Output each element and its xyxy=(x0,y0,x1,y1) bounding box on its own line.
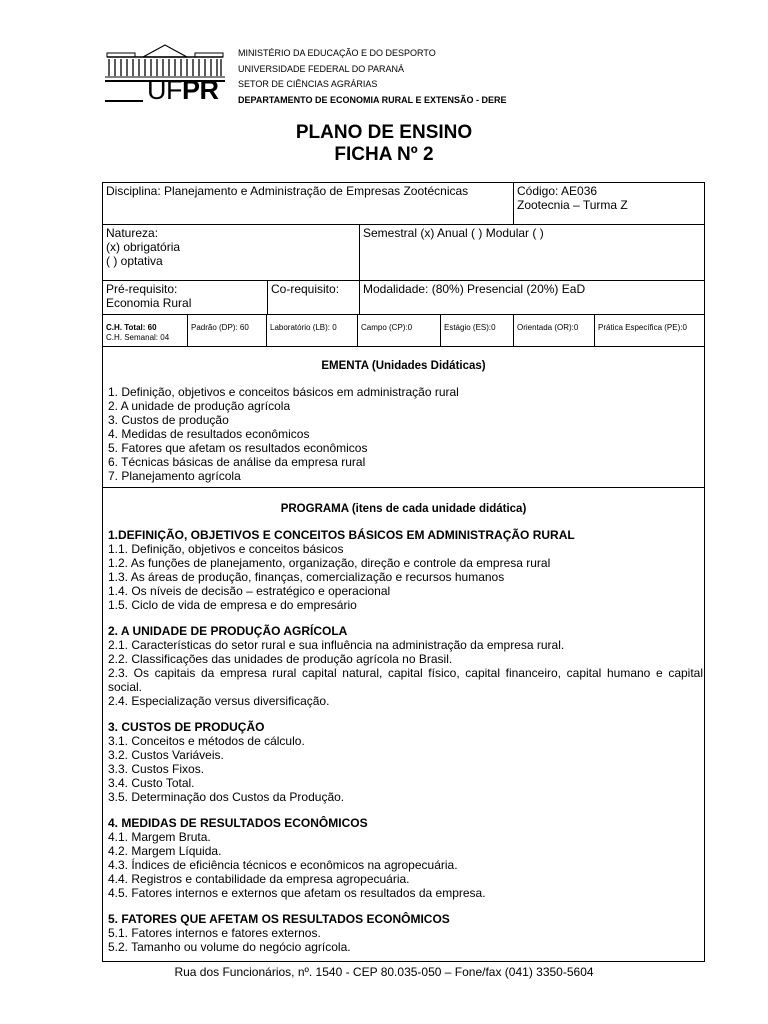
row-workload xyxy=(103,315,704,347)
ementa-item: 6. Técnicas básicas de análise da empresa rural xyxy=(108,455,366,469)
section-item: 5.2. Tamanho ou volume do negócio agrícola. xyxy=(108,940,351,954)
section-item: 4.1. Margem Bruta. xyxy=(108,830,211,844)
section-heading: 2. A UNIDADE DE PRODUÇÃO AGRÍCOLA xyxy=(108,624,348,638)
section-item: 4.2. Margem Líquida. xyxy=(108,844,222,858)
section-item: 2.2. Classificações das unidades de produção agrícola no Brasil. xyxy=(108,652,453,666)
specific-practice-cell xyxy=(594,315,704,346)
section-item: 1.5. Ciclo de vida de empresa e do empresário xyxy=(108,598,357,612)
logo-text-uf: UF xyxy=(147,75,182,105)
standard-hours: Padrão (DP): 60 xyxy=(191,323,249,332)
section-item: 4.4. Registros e contabilidade da empresa agropecuária. xyxy=(108,872,410,886)
standard-cell xyxy=(187,315,266,346)
prerequisite-value: Economia Rural xyxy=(106,296,192,310)
section-item: 4.3. Índices de eficiência técnicos e econômicos na agropecuária. xyxy=(108,858,458,872)
nature-optional: ( ) optativa xyxy=(106,254,163,268)
ch-total: C.H. Total: 60 xyxy=(106,323,157,332)
section-heading: 1.DEFINIÇÃO, OBJETIVOS E CONCEITOS BÁSICOS EM ADMINISTRAÇÃO RURAL xyxy=(108,528,575,542)
section-item: 3.2. Custos Variáveis. xyxy=(108,748,224,762)
title-line-2: FICHA Nº 2 xyxy=(334,144,434,165)
logo-text-pr: PR xyxy=(182,75,219,105)
ementa-item: 4. Medidas de resultados econômicos xyxy=(108,427,310,441)
section-item: 4.5. Fatores internos e externos que afetam os resultados da empresa. xyxy=(108,886,486,900)
row-programa xyxy=(103,488,704,961)
course-text: Zootecnia – Turma Z xyxy=(517,198,628,212)
section-item: 1.4. Os níveis de decisão – estratégico e operacional xyxy=(108,584,391,598)
prerequisite-cell xyxy=(103,281,267,314)
corequisite-label: Co-requisito: xyxy=(271,282,340,296)
ementa-item: 2. A unidade de produção agrícola xyxy=(108,399,291,413)
code-text: Código: AE036 xyxy=(517,184,598,198)
lab-cell xyxy=(266,315,357,346)
section-item: 2.1. Características do setor rural e sua influência na administração da empresa rural. xyxy=(108,638,565,652)
teaching-plan-sheet xyxy=(102,182,705,962)
period-cell xyxy=(359,225,704,280)
row-discipline xyxy=(103,183,704,225)
programa-title: PROGRAMA (itens de cada unidade didática) xyxy=(280,503,527,515)
programa-section-3 xyxy=(106,720,701,804)
internship-cell xyxy=(440,315,513,346)
section-item: 3.3. Custos Fixos. xyxy=(108,762,205,776)
section-item: 1.2. As funções de planejamento, organização, direção e controle da empresa rural xyxy=(108,556,551,570)
sector-line: SETOR DE CIÊNCIAS AGRÁRIAS xyxy=(238,79,378,89)
discipline-cell xyxy=(103,183,513,224)
field-hours: Campo (CP):0 xyxy=(361,323,413,332)
guided-cell xyxy=(513,315,594,346)
section-heading: 5. FATORES QUE AFETAM OS RESULTADOS ECONÔMICOS xyxy=(108,912,450,926)
institution-header xyxy=(238,46,507,108)
specific-practice-hours: Prática Específica (PE):0 xyxy=(598,323,687,332)
section-item: 5.1. Fatores internos e fatores externos. xyxy=(108,926,321,940)
ementa-item: 1. Definição, objetivos e conceitos básicos em administração rural xyxy=(108,385,459,399)
ementa-item: 5. Fatores que afetam os resultados econômicos xyxy=(108,441,368,455)
row-ementa xyxy=(103,347,704,488)
discipline-text: Disciplina: Planejamento e Administração de Empresas Zootécnicas xyxy=(106,184,469,198)
ementa-item: 3. Custos de produção xyxy=(108,413,229,427)
ementa-title: EMENTA (Unidades Didáticas) xyxy=(321,360,486,372)
ch-total-cell xyxy=(103,315,187,346)
section-heading: 4. MEDIDAS DE RESULTADOS ECONÔMICOS xyxy=(108,816,368,830)
lab-hours: Laboratório (LB): 0 xyxy=(270,323,337,332)
internship-hours: Estágio (ES):0 xyxy=(444,323,496,332)
programa-cell xyxy=(103,488,704,961)
section-item: 2.4. Especialização versus diversificação. xyxy=(108,694,330,708)
logo-text xyxy=(147,77,219,104)
section-item: 1.1. Definição, objetivos e conceitos básicos xyxy=(108,542,344,556)
nature-label: Natureza: xyxy=(106,226,159,240)
guided-hours: Orientada (OR):0 xyxy=(517,323,579,332)
row-nature xyxy=(103,225,704,281)
prerequisite-label: Pré-requisito: xyxy=(106,282,178,296)
corequisite-cell xyxy=(267,281,359,314)
section-item: 3.5. Determinação dos Custos da Produção. xyxy=(108,790,345,804)
university-line: UNIVERSIDADE FEDERAL DO PARANÁ xyxy=(238,63,405,74)
ementa-cell xyxy=(103,347,704,487)
ufpr-logo xyxy=(103,43,227,105)
page-title xyxy=(0,122,768,166)
section-item: 2.3. Os capitais da empresa rural capital natural, capital físico, capital financeiro, capital humano e capital social. xyxy=(108,666,703,694)
ch-weekly: C.H. Semanal: 04 xyxy=(106,333,170,342)
programa-section-2 xyxy=(106,624,701,708)
department-line: DEPARTAMENTO DE ECONOMIA RURAL E EXTENSÃO - DERE xyxy=(238,94,507,105)
address-footer: Rua dos Funcionários, nº. 1540 - CEP 80.035-050 – Fone/fax (041) 3350-5604 xyxy=(174,965,594,979)
section-item: 1.3. As áreas de produção, finanças, comercialização e recursos humanos xyxy=(108,570,505,584)
ministry-line: MINISTÉRIO DA EDUCAÇÃO E DO DESPORTO xyxy=(238,48,436,58)
section-heading: 3. CUSTOS DE PRODUÇÃO xyxy=(108,720,265,734)
programa-section-5 xyxy=(106,912,701,954)
programa-section-4 xyxy=(106,816,701,900)
section-item: 3.4. Custo Total. xyxy=(108,776,195,790)
period-text: Semestral (x) Anual ( ) Modular ( ) xyxy=(363,226,544,240)
field-cell xyxy=(357,315,440,346)
title-line-1: PLANO DE ENSINO xyxy=(295,122,473,143)
programa-section-1 xyxy=(106,528,701,612)
modality-text: Modalidade: (80%) Presencial (20%) EaD xyxy=(363,282,586,296)
modality-cell xyxy=(359,281,704,314)
nature-mandatory: (x) obrigatória xyxy=(106,240,181,254)
ementa-list xyxy=(106,385,701,483)
section-item: 3.1. Conceitos e métodos de cálculo. xyxy=(108,734,305,748)
code-cell xyxy=(513,183,704,224)
ementa-item: 7. Planejamento agrícola xyxy=(108,469,241,483)
nature-cell xyxy=(103,225,359,280)
row-requisites xyxy=(103,281,704,315)
